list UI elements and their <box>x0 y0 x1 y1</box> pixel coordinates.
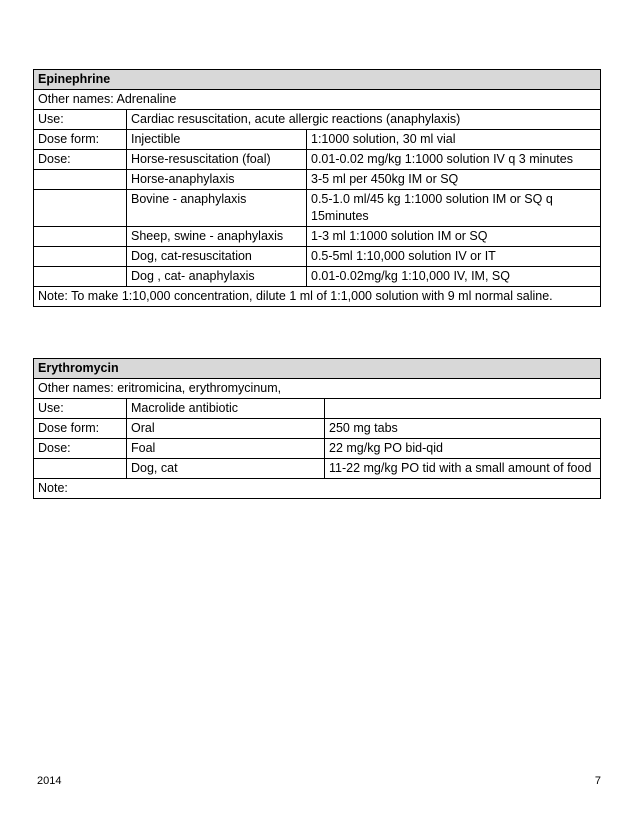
dose-amount: 1-3 ml 1:1000 solution IM or SQ <box>307 227 601 247</box>
other-names-row <box>34 379 601 399</box>
dose-row <box>34 227 601 247</box>
dose-row <box>34 170 601 190</box>
use-empty <box>325 399 601 419</box>
dose-amount: 22 mg/kg PO bid-qid <box>325 439 601 459</box>
epinephrine-table <box>33 69 601 307</box>
note-row <box>34 287 601 307</box>
drug-title-row <box>34 359 601 379</box>
drug-title: Epinephrine <box>34 70 601 90</box>
dose-species: Bovine - anaphylaxis <box>127 190 307 227</box>
dose-amount: 0.01-0.02mg/kg 1:10,000 IV, IM, SQ <box>307 267 601 287</box>
use-label: Use: <box>34 110 127 130</box>
dose-row <box>34 190 601 227</box>
footer-year: 2014 <box>37 775 62 787</box>
dose-label-empty <box>34 247 127 267</box>
dose-label-empty <box>34 459 127 479</box>
dose-species: Horse-anaphylaxis <box>127 170 307 190</box>
dose-row <box>34 150 601 170</box>
other-names: Other names: Adrenaline <box>34 90 601 110</box>
dose-amount: 0.01-0.02 mg/kg 1:1000 solution IV q 3 minutes <box>307 150 601 170</box>
dose-form-row <box>34 419 601 439</box>
use-value: Cardiac resuscitation, acute allergic reactions (anaphylaxis) <box>127 110 601 130</box>
use-row <box>34 110 601 130</box>
dose-amount: 3-5 ml per 450kg IM or SQ <box>307 170 601 190</box>
dose-species: Sheep, swine - anaphylaxis <box>127 227 307 247</box>
dose-species: Dog, cat <box>127 459 325 479</box>
dose-label: Dose: <box>34 150 127 170</box>
note: Note: <box>34 479 601 499</box>
dose-label-empty <box>34 190 127 227</box>
dose-amount: 0.5-1.0 ml/45 kg 1:1000 solution IM or SQ q 15minutes <box>307 190 601 227</box>
dose-label-empty <box>34 170 127 190</box>
drug-title: Erythromycin <box>34 359 601 379</box>
dose-form-label: Dose form: <box>34 419 127 439</box>
dose-label-empty <box>34 227 127 247</box>
dose-species: Dog , cat- anaphylaxis <box>127 267 307 287</box>
dose-row <box>34 439 601 459</box>
note: Note: To make 1:10,000 concentration, dilute 1 ml of 1:1,000 solution with 9 ml normal saline. <box>34 287 601 307</box>
dose-form-value: Injectible <box>127 130 307 150</box>
note-row <box>34 479 601 499</box>
dose-species: Horse-resuscitation (foal) <box>127 150 307 170</box>
dose-label: Dose: <box>34 439 127 459</box>
dose-row <box>34 267 601 287</box>
dose-form-row <box>34 130 601 150</box>
dose-form-detail: 1:1000 solution, 30 ml vial <box>307 130 601 150</box>
dose-amount: 11-22 mg/kg PO tid with a small amount of food <box>325 459 601 479</box>
dose-row <box>34 459 601 479</box>
dose-form-label: Dose form: <box>34 130 127 150</box>
drug-title-row <box>34 70 601 90</box>
use-label: Use: <box>34 399 127 419</box>
dose-form-detail: 250 mg tabs <box>325 419 601 439</box>
erythromycin-table <box>33 358 601 499</box>
dose-form-value: Oral <box>127 419 325 439</box>
dose-species: Foal <box>127 439 325 459</box>
dose-row <box>34 247 601 267</box>
dose-species: Dog, cat-resuscitation <box>127 247 307 267</box>
use-row <box>34 399 601 419</box>
other-names: Other names: eritromicina, erythromycinum, <box>34 379 601 399</box>
use-value: Macrolide antibiotic <box>127 399 325 419</box>
page-number: 7 <box>594 775 601 787</box>
other-names-row <box>34 90 601 110</box>
dose-label-empty <box>34 267 127 287</box>
dose-amount: 0.5-5ml 1:10,000 solution IV or IT <box>307 247 601 267</box>
